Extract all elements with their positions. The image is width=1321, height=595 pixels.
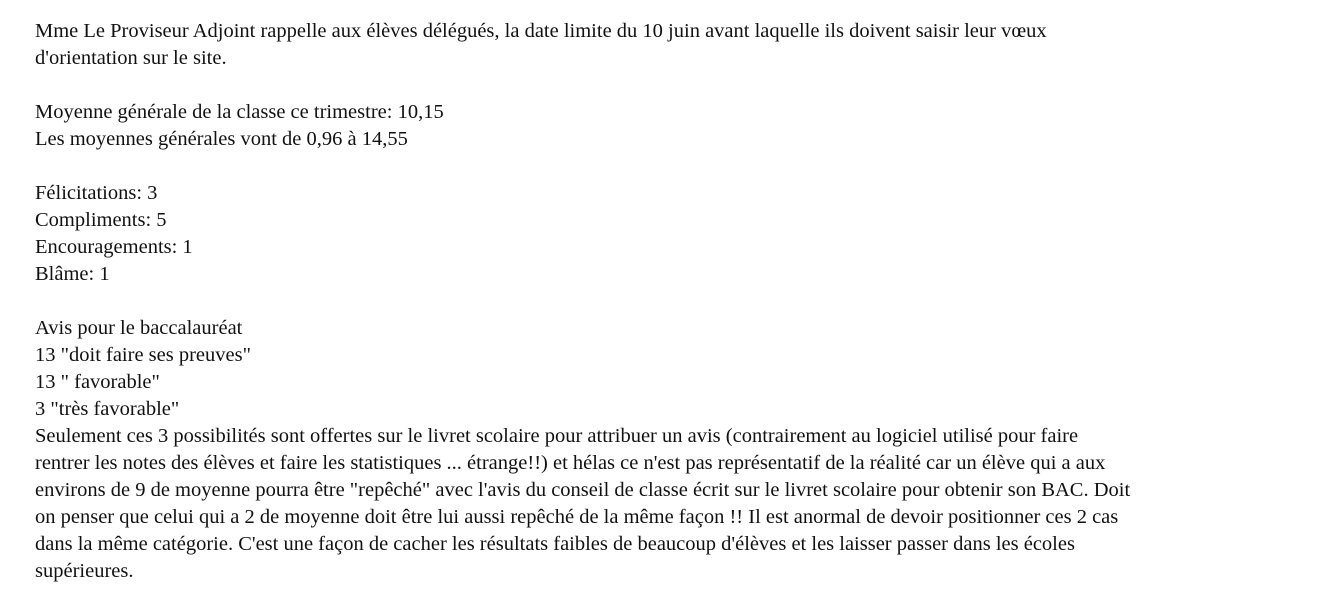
mention-blame: Blâme: 1 [35, 263, 110, 285]
spacer [35, 153, 1265, 180]
bac-heading: Avis pour le baccalauréat [35, 317, 243, 339]
intro-line-2: d'orientation sur le site. [35, 47, 227, 69]
bac-comment-line: environs de 9 de moyenne pourra être "repêché" avec l'avis du conseil de classe écrit sur le livret scolaire pour obtenir son BAC. Doit [35, 479, 1131, 501]
class-average: Moyenne générale de la classe ce trimestre: 10,15 [35, 101, 444, 123]
mention-felicitations: Félicitations: 3 [35, 182, 158, 204]
bac-comment-line: rentrer les notes des élèves et faire les statistiques ... étrange!!) et hélas ce n'est pas représentatif de la réalité car un élève qui a aux [35, 452, 1106, 474]
mention-compliments: Compliments: 5 [35, 209, 167, 231]
mentions-paragraph [35, 180, 1265, 288]
spacer [35, 72, 1265, 99]
document-body [35, 18, 1265, 585]
bac-comment-line: supérieures. [35, 560, 134, 582]
mention-encouragements: Encouragements: 1 [35, 236, 193, 258]
intro-paragraph [35, 18, 1265, 72]
averages-paragraph [35, 99, 1265, 153]
bac-comment-line: on penser que celui qui a 2 de moyenne doit être lui aussi repêché de la même façon !! Il est anormal de devoir positionner ces 2 cas [35, 506, 1119, 528]
bac-item: 13 " favorable" [35, 371, 160, 393]
bac-item: 3 "très favorable" [35, 398, 180, 420]
intro-line-1: Mme Le Proviseur Adjoint rappelle aux élèves délégués, la date limite du 10 juin avant laquelle ils doivent saisir leur vœux [35, 20, 1047, 42]
bac-item: 13 "doit faire ses preuves" [35, 344, 251, 366]
bac-paragraph [35, 315, 1265, 585]
bac-comment-line: dans la même catégorie. C'est une façon de cacher les résultats faibles de beaucoup d'élèves et les laisser passer dans les écoles [35, 533, 1075, 555]
spacer [35, 288, 1265, 315]
bac-comment-line: Seulement ces 3 possibilités sont offertes sur le livret scolaire pour attribuer un avis (contrairement au logiciel utilisé pour faire [35, 425, 1079, 447]
average-range: Les moyennes générales vont de 0,96 à 14,55 [35, 128, 408, 150]
